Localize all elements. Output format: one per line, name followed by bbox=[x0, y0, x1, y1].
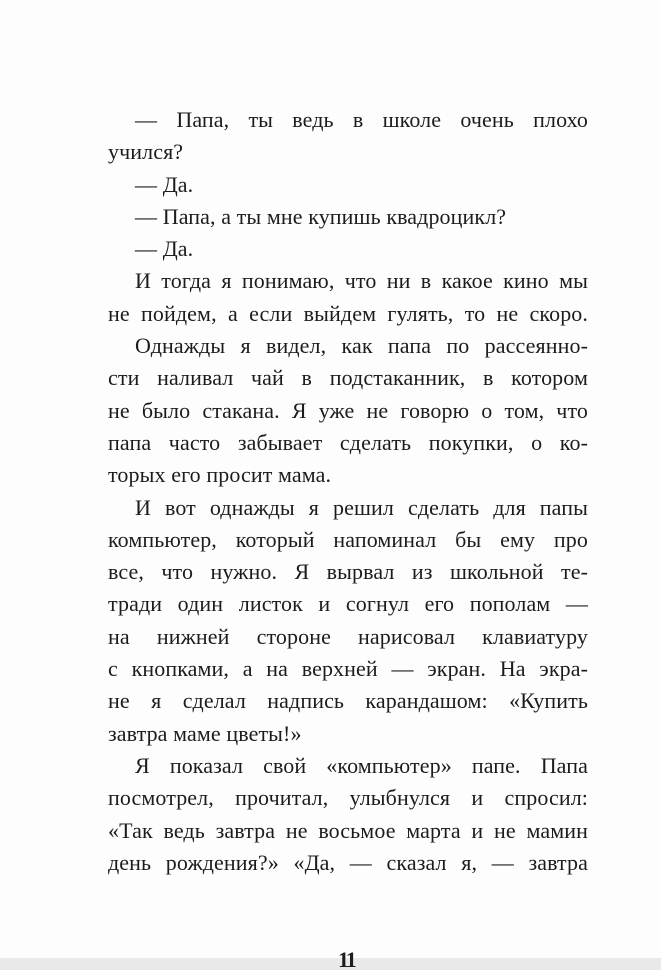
text-line: компьютер, который напоминал бы ему про bbox=[108, 526, 588, 552]
text-line: папа часто забывает сделать покупки, о ко- bbox=[108, 429, 588, 455]
text-line: «Так ведь завтра не восьмое марта и не мамин bbox=[108, 817, 588, 843]
text-line: Однажды я видел, как папа по рассеянно- bbox=[135, 333, 588, 359]
text-line: сти наливал чай в подстаканник, в котором bbox=[108, 365, 588, 391]
text-line: не пойдем, а если выйдем гулять, то не скоро. bbox=[108, 300, 588, 326]
text-line: день рождения?» «Да, — сказал я, — завтра bbox=[108, 849, 588, 875]
text-line: тради один листок и согнул его пополам — bbox=[108, 591, 588, 617]
text-line: И вот однажды я решил сделать для папы bbox=[135, 494, 588, 520]
text-line: — Папа, ты ведь в школе очень плохо bbox=[135, 107, 588, 132]
page-text bbox=[108, 104, 588, 879]
text-line: посмотрел, прочитал, улыбнулся и спросил: bbox=[108, 785, 588, 811]
text-line: — Да. bbox=[135, 171, 194, 197]
text-line: с кнопками, а на верхней — экран. На экра- bbox=[108, 656, 588, 682]
page-bottom-edge bbox=[0, 958, 661, 970]
text-line: Я показал свой «компьютер» папе. Папа bbox=[135, 752, 588, 778]
page-number: 11 bbox=[338, 947, 355, 972]
text-line: торых его просит мама. bbox=[108, 462, 332, 488]
text-line: И тогда я понимаю, что ни в какое кино мы bbox=[135, 268, 588, 294]
text-line: завтра маме цветы!» bbox=[108, 720, 302, 746]
text-line: все, что нужно. Я вырвал из школьной те- bbox=[108, 559, 588, 585]
text-line: не было стакана. Я уже не говорю о том, что bbox=[108, 397, 588, 423]
text-line: на нижней стороне нарисовал клавиатуру bbox=[108, 623, 588, 649]
text-line: учился? bbox=[108, 139, 184, 165]
text-line: — Да. bbox=[135, 236, 194, 262]
text-line: — Папа, а ты мне купишь квадроцикл? bbox=[135, 203, 507, 229]
text-line: не я сделал надпись карандашом: «Купить bbox=[108, 688, 588, 714]
